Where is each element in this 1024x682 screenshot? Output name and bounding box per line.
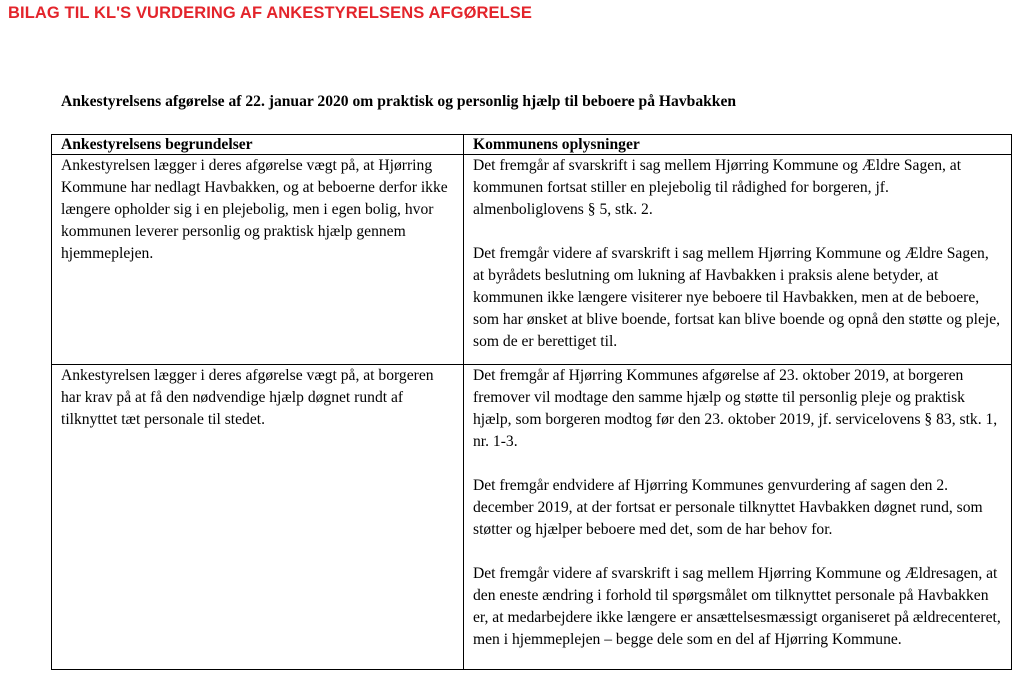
ankestyrelsen-reason-cell	[52, 365, 464, 670]
info-paragraph: Det fremgår af svarskrift i sag mellem Hjørring Kommune og Ældre Sagen, at kommunen fortsat stiller en plejebolig til rådighed for borgeren, jf. almenboliglovens § 5, stk. 2.	[473, 157, 962, 218]
info-paragraph: Det fremgår endvidere af Hjørring Kommunes genvurdering af sagen den 2. december 2019, at der fortsat er personale tilknyttet Havbakken døgnet rund, som støtter og hjælper beboere med det, som de har behov for.	[473, 477, 983, 538]
ankestyrelsen-reason-cell	[52, 155, 464, 365]
table-row	[52, 365, 1012, 670]
kommune-info-cell	[464, 365, 1012, 670]
decision-table	[51, 134, 1012, 670]
page-heading: BILAG TIL KL'S VURDERING AF ANKESTYRELSENS AFGØRELSE	[8, 4, 533, 22]
info-paragraph: Det fremgår videre af svarskrift i sag mellem Hjørring Kommune og Ældre Sagen, at byrådets beslutning om lukning af Havbakken i praksis alene betyder, at kommunen ikke længere visiterer nye beboere til Havbakken, men at de beboere, som har ønsket at blive boende, fortsat kan blive boende og opnå den støtte og pleje, som de er berettiget til.	[473, 245, 1001, 350]
reason-text: Ankestyrelsen lægger i deres afgørelse vægt på, at Hjørring Kommune har nedlagt Havbakken, og at beboerne derfor ikke længere opholder sig i en plejebolig, men i egen bolig, hvor kommunen leverer personlig og praktisk hjælp gennem hjemmeplejen.	[61, 157, 448, 262]
kommune-info-cell	[464, 155, 1012, 365]
info-paragraph: Det fremgår af Hjørring Kommunes afgørelse af 23. oktober 2019, at borgeren fremover vil modtage den samme hjælp og støtte til personlig pleje og praktisk hjælp, som borgeren modtog før den 23. oktober 2019, jf. servicelovens § 83, stk. 1, nr. 1-3.	[473, 367, 998, 450]
column-header-ankestyrelsens-begrundelser: Ankestyrelsens begrundelser	[52, 135, 464, 155]
reason-text: Ankestyrelsen lægger i deres afgørelse vægt på, at borgeren har krav på at få den nødvendige hjælp døgnet rundt af tilknyttet tæt personale til stedet.	[61, 367, 434, 428]
info-paragraph: Det fremgår videre af svarskrift i sag mellem Hjørring Kommune og Ældresagen, at den eneste ændring i forhold til spørgsmålet om tilknyttet personale på Havbakken er, at medarbejdere ikke længere er ansættelsesmæssigt organiseret på ældrecenteret, men i hjemmeplejen – begge dele som en del af Hjørring Kommune.	[473, 565, 1001, 648]
table-header-row	[52, 135, 1012, 155]
column-header-kommunens-oplysninger: Kommunens oplysninger	[464, 135, 1012, 155]
table-row	[52, 155, 1012, 365]
document-subtitle: Ankestyrelsens afgørelse af 22. januar 2020 om praktisk og personlig hjælp til beboere på Havbakken	[61, 93, 737, 110]
